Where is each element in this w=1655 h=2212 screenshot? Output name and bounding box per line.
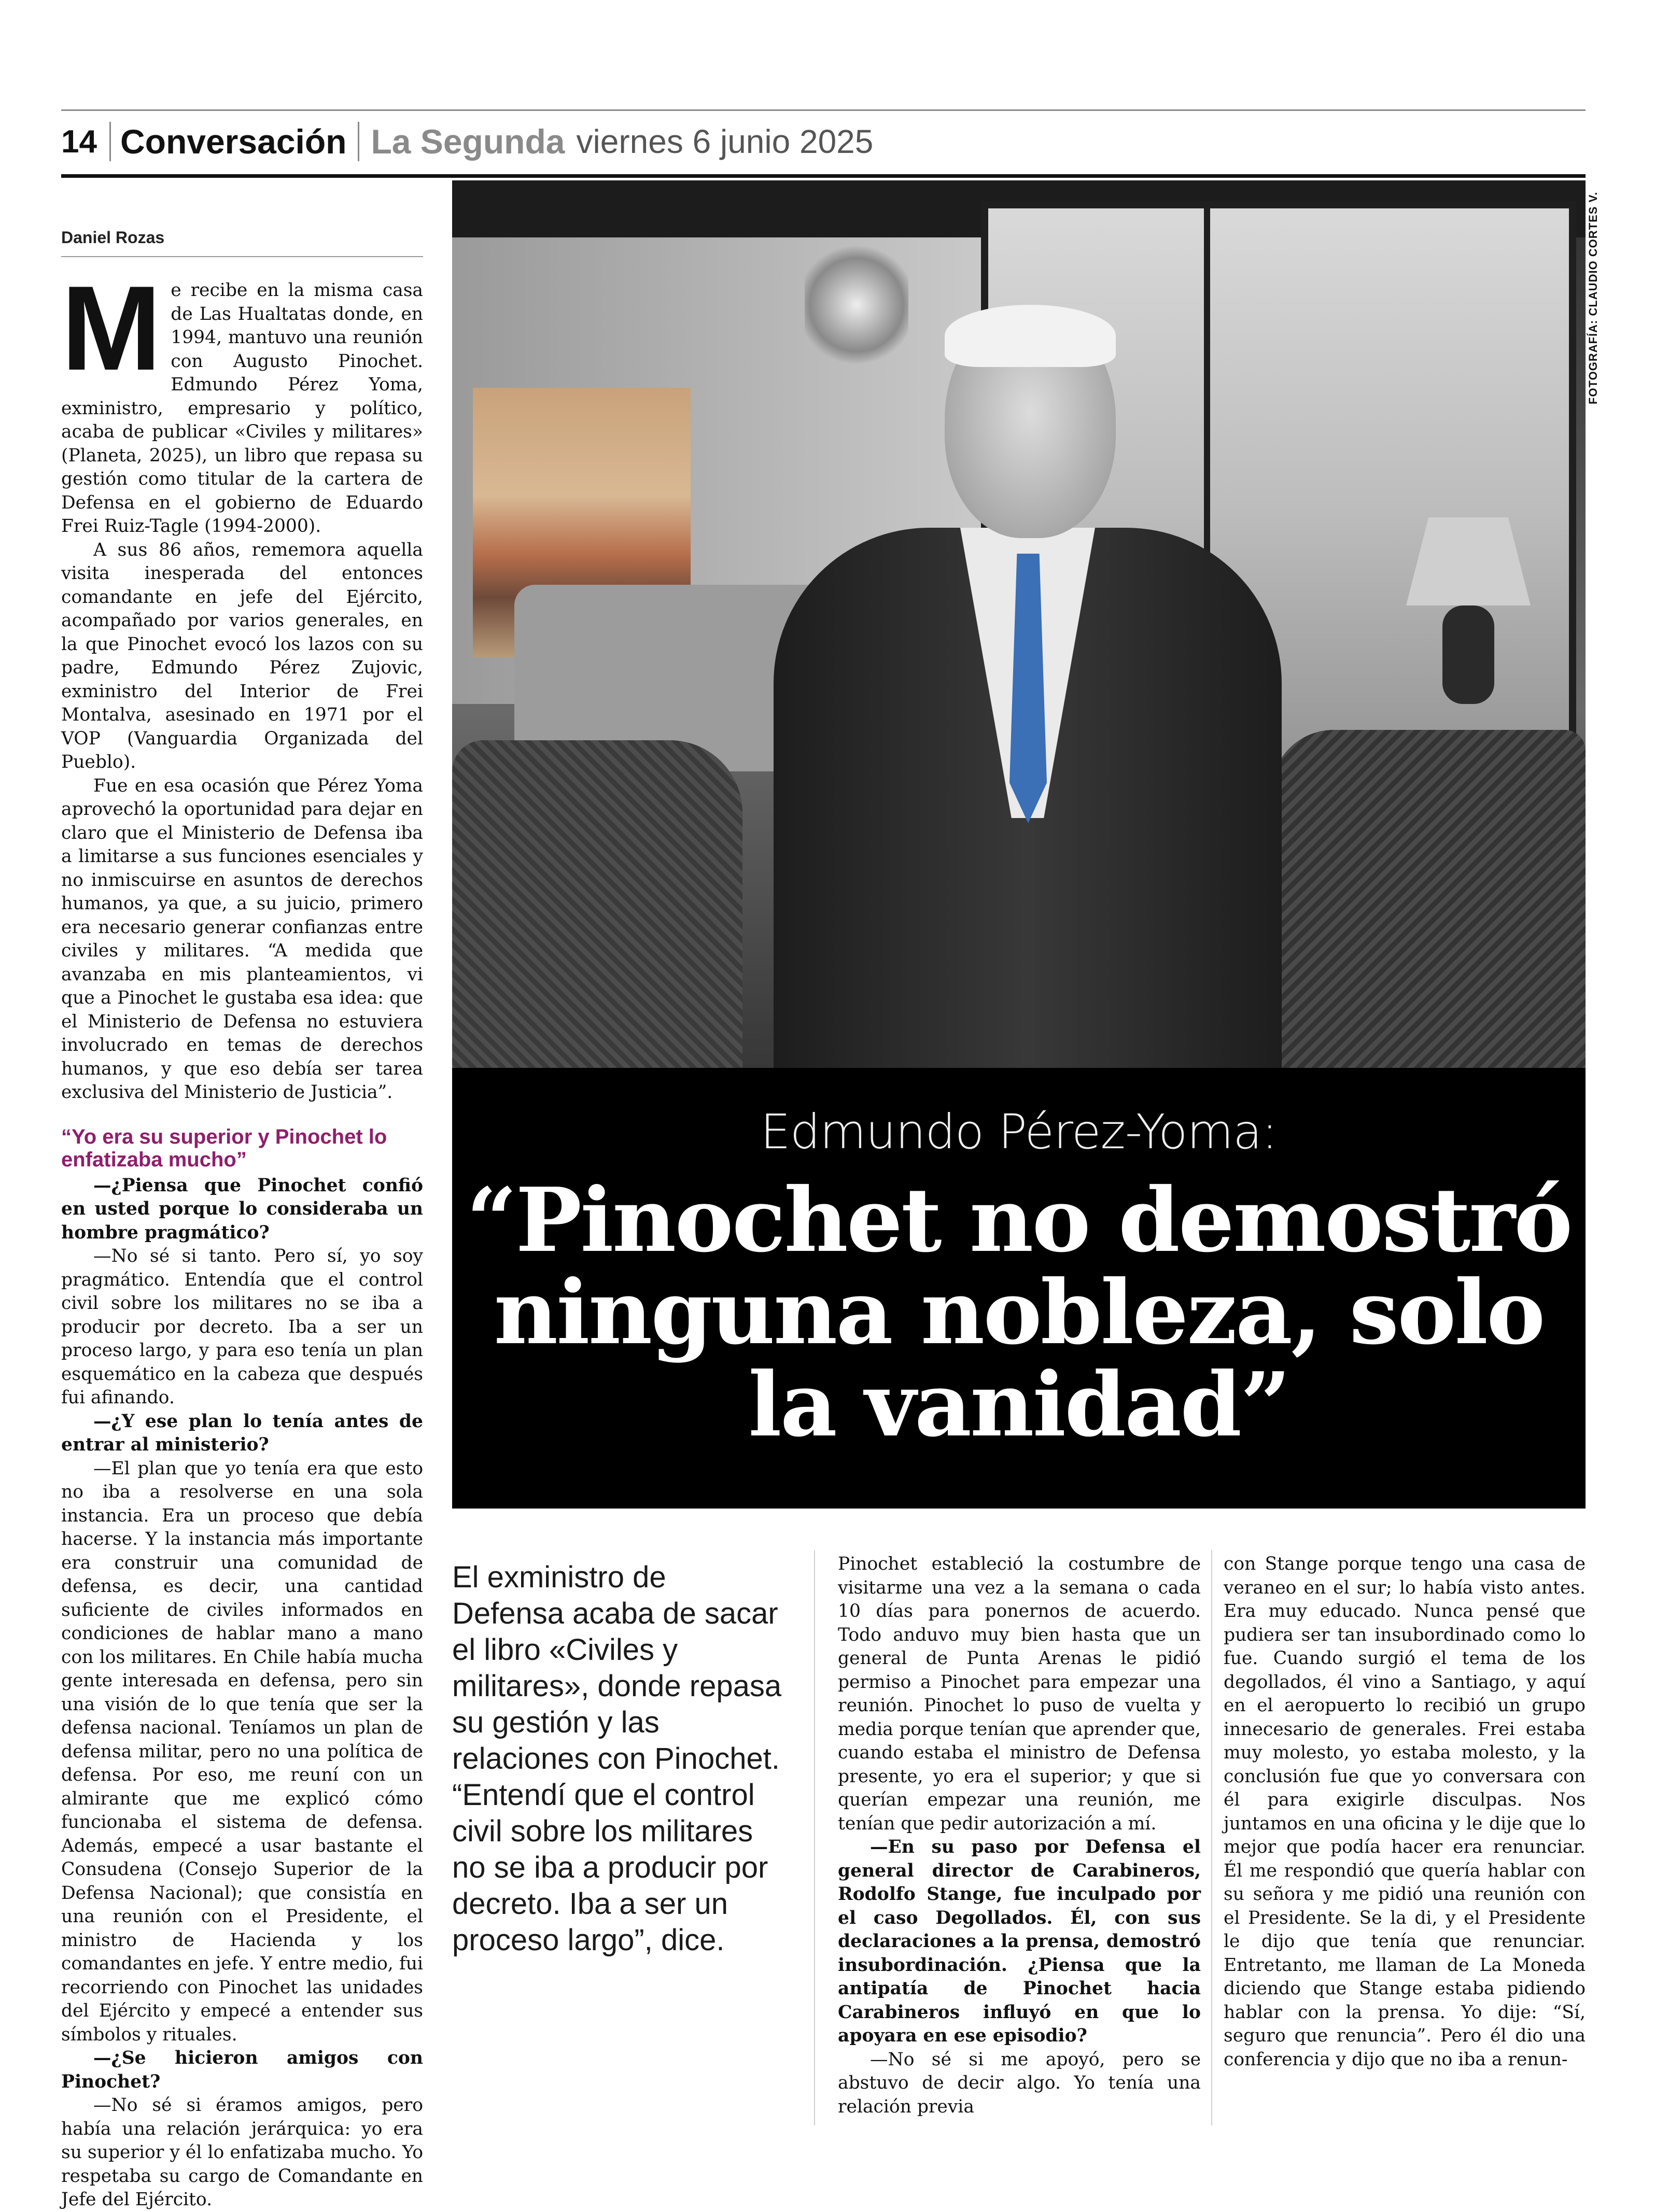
header-separator (109, 122, 111, 161)
issue-date: viernes 6 junio 2025 (576, 123, 874, 160)
subheading: “Yo era su superior y Pinochet lo enfatizaba mucho” (61, 1125, 387, 1171)
column-rule (1211, 1550, 1212, 2125)
answer: —El plan que yo tenía era que esto no iba a resolverse en una sola instancia. Era un proceso que debía hacerse. Y la instancia más importante era construir una comunidad de defensa, es decir, una cantidad suficiente de civiles informados en condiciones de hablar mano a mano con los militares. En Chile había mucha gente interesada en defensa, pero sin una visión de lo que tenía que ser la defensa nacional. Teníamos un plan de defensa militar, pero no una política de defensa. Por eso, me reuní con un almirante que me explicó cómo funcionaba el sistema de defensa. Además, empecé a usar bastante el Consudena (Consejo Superior de la Defensa Nacional); que consistía en una reunión con el Presidente, el ministro de Hacienda y los comandantes en jefe. Y entre medio, fui recorriendo con Pinochet las unidades del Ejército y empecé a entender sus símbolos y rituales. (61, 1458, 423, 2045)
headline-line: ninguna nobleza, solo (494, 1261, 1544, 1364)
paragraph: Fue en esa ocasión que Pérez Yoma aprovechó la oportunidad para dejar en claro que el Ministerio de Defensa iba a limitarse a sus funciones esenciales y no inmiscuirse en asuntos de derechos humanos, ya que, a su juicio, primero era necesario generar confianzas entre civiles y militares. “A medida que avanzaba en mis planteamientos, vi que a Pinochet le gustaba esa idea: que el Ministerio de Defensa no estuviera involucrado en temas de derechos humanos, y que eso debía ser tarea exclusiva del Ministerio de Justicia”. (61, 775, 423, 1103)
right-column (1224, 1553, 1586, 2072)
dropcap: M (61, 261, 162, 396)
lead-paragraph: Me recibe en la misma casa de Las Hualtatas donde, en 1994, mantuvo una reunión con Augusto Pinochet. Edmundo Pérez Yoma, exministro, empresario y político, acaba de publicar «Civiles y militares» (Planeta, 2025), un libro que repasa su gestión como titular de la cartera de Defensa en el gobierno de Eduardo Frei Ruiz-Tagle (1994-2000). (61, 261, 423, 537)
newspaper-name: La Segunda (371, 122, 565, 161)
section-name: Conversación (120, 122, 347, 161)
top-rule (61, 109, 1586, 111)
page-header (61, 113, 1586, 170)
question: —¿Piensa que Pinochet confió en usted porque lo consideraba un hombre pragmático? (61, 1175, 423, 1243)
question: —¿Se hicieron amigos con Pinochet? (61, 2048, 423, 2092)
byline-rule (61, 256, 423, 257)
paragraph: con Stange porque tengo una casa de veraneo en el sur; lo había visto antes. Era muy educado. Nunca pensé que pudiera ser tan insubordinado como lo fue. Cuando surgió el tema de los degollados, él vino a Santiago, y aquí en el aeropuerto lo recibió un grupo innecesario de generales. Frei estaba muy molesto, yo estaba molesto, y la conclusión fue que yo conversara con él para exigirle disculpas. Nos juntamos en una oficina y le dije que lo mejor que podía hacer era renunciar. Él me respondió que quería hablar con su señora y me pidió una reunión con el Presidente. Se la di, y el Presidente le dijo que tenía que renunciar. Entretanto, me llaman de La Moneda diciendo que Stange estaba pidiendo hablar con la prensa. Yo dije: “Sí, seguro que renuncia”. Pero él dio una conferencia y dijo que no iba a renun- (1224, 1554, 1586, 2070)
middle-column (838, 1553, 1201, 2119)
headline (452, 1168, 1586, 1457)
header-rule (61, 174, 1586, 178)
deck: El exministro de Defensa acaba de sacar el libro «Civiles y militares», donde repasa su gestión y las relaciones con Pinochet. “Entendí que el control civil sobre los militares no se iba a producir por decreto. Iba a ser un proceso largo”, dice. (452, 1560, 782, 1957)
headline-line: “Pinochet no demostró (466, 1168, 1572, 1272)
column-rule (814, 1550, 815, 2125)
byline: Daniel Rozas (61, 228, 165, 247)
headline-line: la vanidad” (748, 1353, 1289, 1457)
answer: —No sé si me apoyó, pero se abstuvo de decir algo. Yo tenía una relación previa (838, 2049, 1201, 2117)
left-column (61, 261, 423, 2212)
lamp-base (1442, 605, 1494, 704)
paragraph: Pinochet estableció la costumbre de visitarme una vez a la semana o cada 10 días para ponernos de acuerdo. Todo anduvo muy bien hasta que un general de Punta Arenas le pidió permiso a Pinochet para empezar una reunión. Pinochet lo puso de vuelta y media porque tenían que aprender que, cuando estaba el ministro de Defensa presente, yo era el superior; y que si querían empezar una reunión, me tenían que pedir autorización a mí. (838, 1554, 1201, 1834)
photo-credit: FOTOGRAFÍA: CLAUDIO CORTES V. (1587, 191, 1600, 404)
header-separator (358, 122, 359, 161)
question: —¿Y ese plan lo tenía antes de entrar al ministerio? (61, 1411, 423, 1455)
answer: —No sé si éramos amigos, pero había una relación jerárquica: yo era su superior y él lo enfatizaba mucho. Yo respetaba su cargo de Comandante en Jefe del Ejército. (61, 2095, 423, 2210)
headline-kicker: Edmundo Pérez-Yoma: (760, 1104, 1278, 1160)
answer: —No sé si tanto. Pero sí, yo soy pragmático. Entendía que el control civil sobre los militares no se iba a producir por decreto. Iba a ser un proceso largo, y para eso tenía un plan esquemático en la cabeza que después fui afinando. (61, 1246, 423, 1408)
page-number: 14 (61, 123, 97, 160)
paragraph: A sus 86 años, rememora aquella visita inesperada del entonces comandante en jefe del Ejército, acompañado por varios generales, en la que Pinochet evocó los lazos con su padre, Edmundo Pérez Zujovic, exministro del Interior de Frei Montalva, asesinado en 1971 por el VOP (Vanguardia Organizada del Pueblo). (61, 539, 423, 772)
question: —En su paso por Defensa el general director de Carabineros, Rodolfo Stange, fue inculpado por el caso Degollados. Él, con sus declaraciones a la prensa, demostró insubordinación. ¿Piensa que la antipatía de Pinochet hacia Carabineros influyó en que lo apoyara en ese episodio? (838, 1837, 1201, 2046)
hair (945, 305, 1116, 367)
